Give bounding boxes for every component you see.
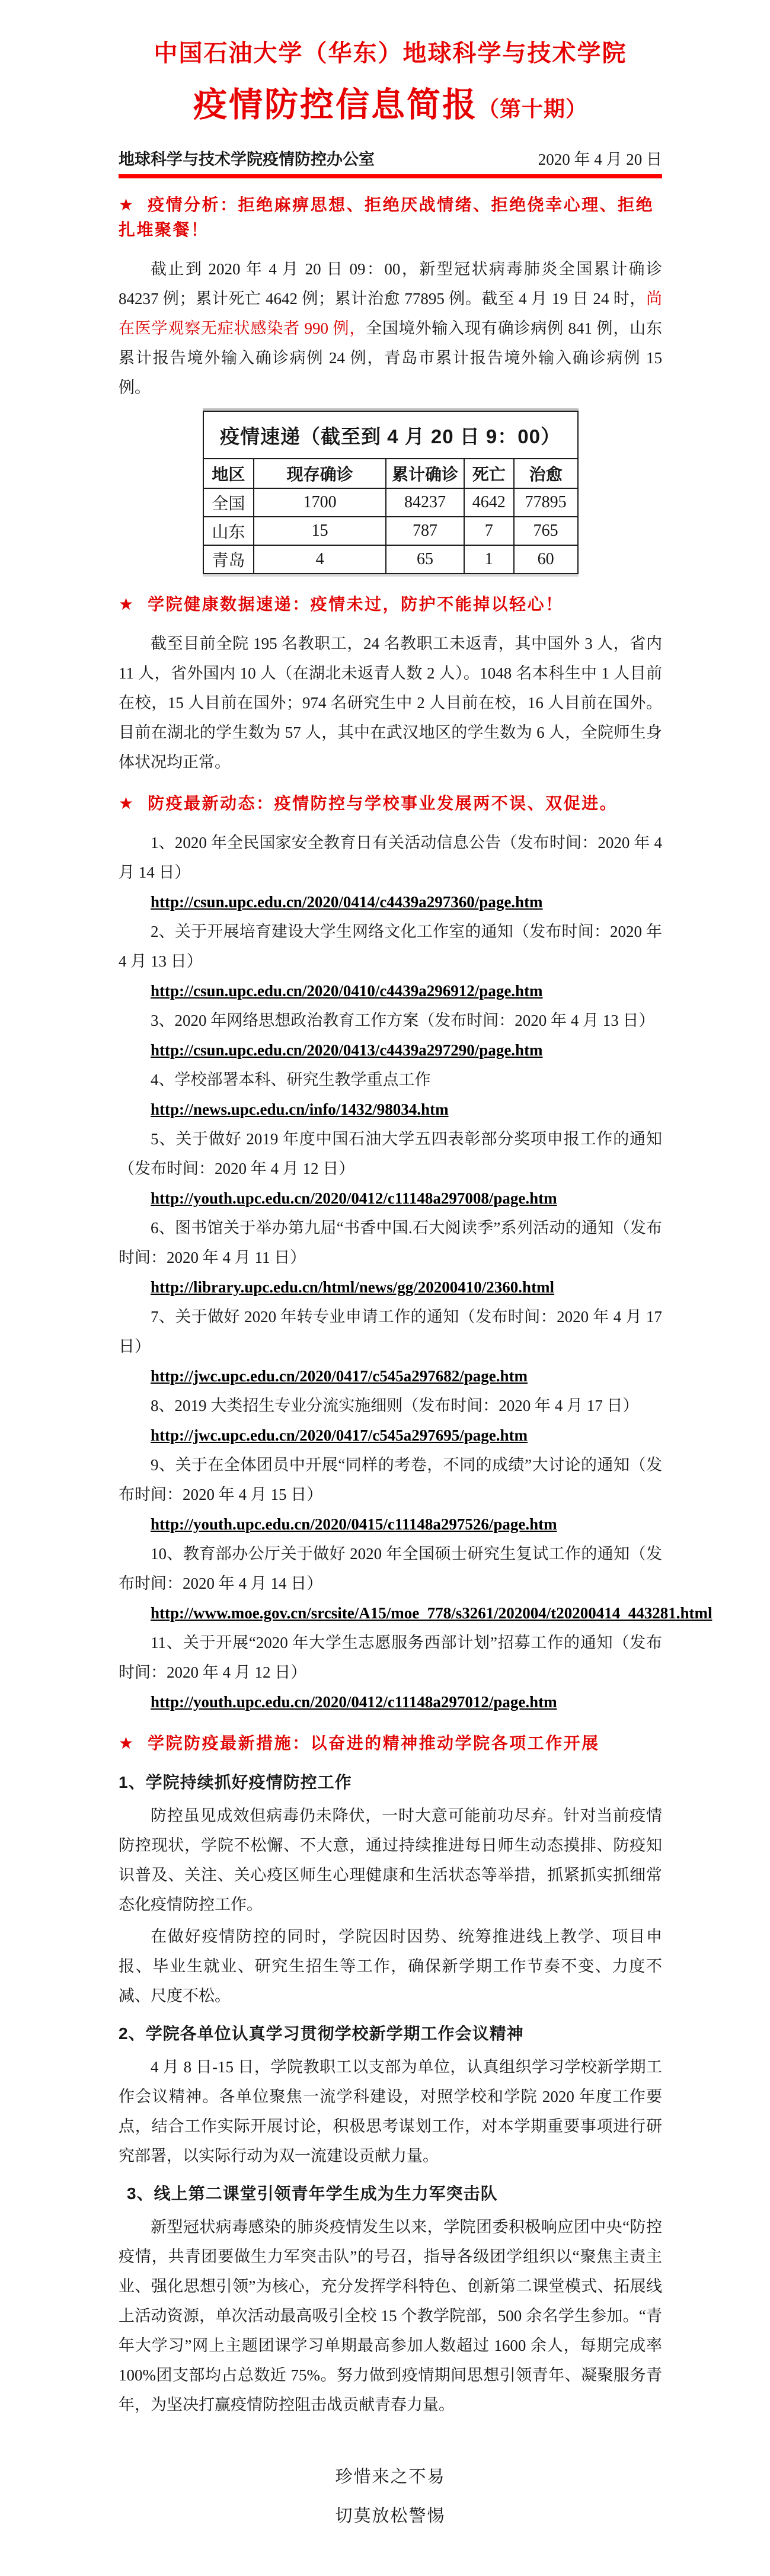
subsection-paragraph: 在做好疫情防控的同时，学院因时因势、统筹推进线上教学、项目申报、毕业生就业、研究生招生等工作，确保新学期工作节奏不变、力度不减、尺度不松。 — [119, 1928, 662, 2005]
university-title: 中国石油大学（华东）地球科学与技术学院 — [154, 40, 627, 66]
notice-item: 10、教育部办公厅关于做好 2020 年全国硕士研究生复试工作的通知（发布时间：2020 年 4 月 14 日） — [119, 1545, 662, 1593]
notice-link[interactable]: http://csun.upc.edu.cn/2020/0414/c4439a297360/page.htm — [151, 893, 543, 911]
cell-active: 4 — [254, 545, 386, 574]
cell-deaths: 4642 — [464, 488, 514, 517]
col-header-active: 现存确诊 — [254, 459, 386, 488]
cell-cumulative: 84237 — [386, 488, 464, 517]
notice-link[interactable]: http://www.moe.gov.cn/srcsite/A15/moe_778/s3261/202004/t20200414_443281.html — [151, 1604, 713, 1623]
footer-slogan-line1: 珍惜来之不易 — [335, 2468, 446, 2487]
notice-link-line — [119, 1598, 713, 1628]
health-paragraph: 截至目前全院 195 名教职工，24 名教职工未返青，其中国外 3 人，省内 11 人，省外国内 10 人（在湖北未返青人数 2 人）。1048 名本科生中 1 人目前在校，15 人目前在国外；974 名研究生中 2 人目前在校，16 人目前在国外。目前在湖北的学生数为 57 人，其中在武汉地区的学生数为 6 人，全院师生身体状况均正常。 — [119, 635, 662, 772]
notice-item: 6、图书馆关于举办第九届“书香中国.石大阅读季”系列活动的通知（发布时间：2020 年 4 月 11 日） — [119, 1219, 662, 1267]
notice-item: 7、关于做好 2020 年转专业申请工作的通知（发布时间：2020 年 4 月 17 日） — [119, 1308, 662, 1356]
notice-item: 5、关于做好 2019 年度中国石油大学五四表彰部分奖项申报工作的通知（发布时间：2020 年 4 月 12 日） — [119, 1130, 662, 1178]
col-header-region: 地区 — [203, 459, 254, 488]
notice-item: 3、2020 年网络思想政治教育工作方案（发布时间：2020 年 4 月 13 日） — [151, 1012, 655, 1030]
notice-link-line — [119, 1183, 662, 1213]
cell-cumulative: 65 — [386, 545, 464, 574]
notice-link[interactable]: http://youth.upc.edu.cn/2020/0412/c11148a297012/page.htm — [151, 1693, 557, 1711]
table-header-row — [203, 459, 578, 488]
table-title-row — [203, 411, 578, 459]
table-row — [203, 545, 578, 574]
issuing-office: 地球科学与技术学院疫情防控办公室 — [119, 151, 375, 169]
notice-link-line — [119, 1509, 662, 1539]
cell-active: 1700 — [254, 488, 386, 517]
notice-item: 9、关于在全体团员中开展“同样的考卷，不同的成绩”大讨论的通知（发布时间：2020 年 4 月 15 日） — [119, 1456, 662, 1504]
analysis-heading-text: 疫情分析：拒绝麻痹思想、拒绝厌战情绪、拒绝侥幸心理、拒绝扎堆聚餐！ — [119, 196, 654, 239]
cell-region: 山东 — [203, 517, 254, 545]
subsection-paragraph: 新型冠状病毒感染的肺炎疫情发生以来，学院团委积极响应团中央“防控疫情，共青团要做生力军突击队”的号召，指导各级团学组织以“聚焦主责主业、强化思想引领”为核心，充分发挥学科特色、创新第二课堂模式、拓展线上活动资源，单次活动最高吸引全校 15 个教学院部，500 余名学生参加。“青年大学习”网上主题团课学习单期最高参加人数超过 1600 余人，每期完成率 100%团支部均占总数近 75%。努力做到疫情期间思想引领青年、凝聚服务青年，为坚决打赢疫情防控阻击战贡献青春力量。 — [119, 2218, 662, 2414]
analysis-text-2: 全国境外输入现有确诊病例 841 例，山东累计报告境外输入确诊病例 24 例，青岛市累计报告境外输入确诊病例 15 例。 — [119, 319, 662, 397]
notice-link[interactable]: http://jwc.upc.edu.cn/2020/0417/c545a297695/page.htm — [151, 1426, 528, 1445]
health-heading-text: 学院健康数据速递：疫情未过，防护不能掉以轻心！ — [148, 595, 564, 614]
cell-region: 全国 — [203, 488, 254, 517]
notice-link-line — [119, 976, 662, 1006]
notice-link[interactable]: http://csun.upc.edu.cn/2020/0410/c4439a296912/page.htm — [151, 982, 543, 1000]
notice-link-line — [119, 1420, 662, 1450]
notice-item: 1、2020 年全民国家安全教育日有关活动信息公告（发布时间：2020 年 4 月 14 日） — [119, 834, 662, 882]
star-icon: ★ — [119, 794, 134, 813]
updates-heading-text: 防疫最新动态：疫情防控与学校事业发展两不误、双促进。 — [148, 794, 618, 813]
publish-date: 2020 年 4 月 20 日 — [538, 151, 662, 169]
section-heading-measures — [119, 1731, 662, 1756]
table-row — [203, 488, 578, 517]
notice-link[interactable]: http://news.upc.edu.cn/info/1432/98034.htm — [151, 1100, 449, 1119]
cell-cumulative: 787 — [386, 517, 464, 545]
notice-link-line — [119, 1272, 662, 1302]
cell-deaths: 1 — [464, 545, 514, 574]
subsection-title-1: 1、学院持续抓好疫情防控工作 — [119, 1773, 352, 1792]
notice-item: 4、学校部署本科、研究生教学重点工作 — [151, 1071, 431, 1089]
info-row — [119, 146, 662, 169]
col-header-deaths: 死亡 — [464, 459, 514, 488]
cell-recovered: 765 — [514, 517, 578, 545]
analysis-text-1: 截止到 2020 年 4 月 20 日 09：00，新型冠状病毒肺炎全国累计确诊 84237 例；累计死亡 4642 例；累计治愈 77895 例。截至 4 月 19 日 24 时， — [119, 260, 662, 308]
footer-slogan-line2: 切莫放松警惕 — [335, 2507, 446, 2526]
notice-item: 11、关于开展“2020 年大学生志愿服务西部计划”招募工作的通知（发布时间：2020 年 4 月 12 日） — [119, 1634, 662, 1682]
notice-link[interactable]: http://csun.upc.edu.cn/2020/0413/c4439a297290/page.htm — [151, 1041, 543, 1060]
section-heading-health — [119, 592, 662, 617]
notice-link-line — [119, 1687, 662, 1717]
bulletin-title-text: 疫情防控信息简报 — [193, 86, 478, 124]
cell-region: 青岛 — [203, 545, 254, 574]
notice-link[interactable]: http://youth.upc.edu.cn/2020/0412/c11148a297008/page.htm — [151, 1189, 557, 1208]
section-heading-analysis — [119, 193, 662, 242]
notice-item: 8、2019 大类招生专业分流实施细则（发布时间：2020 年 4 月 17 日） — [151, 1397, 639, 1415]
analysis-highlight: 尚在医学观察无症状感染者 990 例， — [119, 290, 662, 338]
table-title: 疫情速递（截至到 4 月 20 日 9：00） — [203, 411, 578, 459]
col-header-recovered: 治愈 — [514, 459, 578, 488]
cell-deaths: 7 — [464, 517, 514, 545]
notice-link-line — [119, 1095, 662, 1124]
subsection-title-2: 2、学院各单位认真学习贯彻学校新学期工作会议精神 — [119, 2024, 524, 2043]
subsection-paragraph: 4 月 8 日-15 日，学院教职工以支部为单位，认真组织学习学校新学期工作会议精神。各单位聚焦一流学科建设，对照学校和学院 2020 年度工作要点，结合工作实际开展讨论，积极思考谋划工作，对本学期重要事项进行研究部署，以实际行动为双一流建设贡献力量。 — [119, 2058, 662, 2165]
notice-link[interactable]: http://youth.upc.edu.cn/2020/0415/c11148a297526/page.htm — [151, 1515, 557, 1534]
notice-item: 2、关于开展培育建设大学生网络文化工作室的通知（发布时间：2020 年 4 月 13 日） — [119, 923, 662, 971]
notice-link-line — [119, 1035, 662, 1065]
star-icon: ★ — [119, 595, 134, 614]
star-icon: ★ — [119, 196, 134, 215]
divider-rule — [119, 174, 662, 178]
notice-link[interactable]: http://library.upc.edu.cn/html/news/gg/20200410/2360.html — [151, 1278, 555, 1297]
subsection-title-3: 3、线上第二课堂引领青年学生成为生力军突击队 — [127, 2184, 498, 2203]
subsection-paragraph: 防控虽见成效但病毒仍未降伏，一时大意可能前功尽弃。针对当前疫情防控现状，学院不松懈、不大意，通过持续推进每日师生动态摸排、防疫知识普及、关注、关心疫区师生心理健康和生活状态等举措，抓紧抓实抓细常态化疫情防控工作。 — [119, 1807, 662, 1914]
bulletin-issue-number: （第十期） — [477, 97, 587, 121]
col-header-cumulative: 累计确诊 — [386, 459, 464, 488]
cell-active: 15 — [254, 517, 386, 545]
star-icon: ★ — [119, 1734, 134, 1753]
cell-recovered: 60 — [514, 545, 578, 574]
analysis-paragraph — [119, 254, 662, 402]
cell-recovered: 77895 — [514, 488, 578, 517]
notice-link-line — [119, 887, 662, 917]
measures-heading-text: 学院防疫最新措施：以奋进的精神推动学院各项工作开展 — [148, 1734, 600, 1753]
epidemic-stats-table — [203, 411, 579, 574]
notice-link[interactable]: http://jwc.upc.edu.cn/2020/0417/c545a297682/page.htm — [151, 1367, 528, 1385]
notice-link-line — [119, 1361, 662, 1391]
table-row — [203, 517, 578, 545]
footer-slogan — [119, 2462, 662, 2531]
section-heading-updates — [119, 791, 662, 816]
bulletin-title — [119, 84, 662, 126]
